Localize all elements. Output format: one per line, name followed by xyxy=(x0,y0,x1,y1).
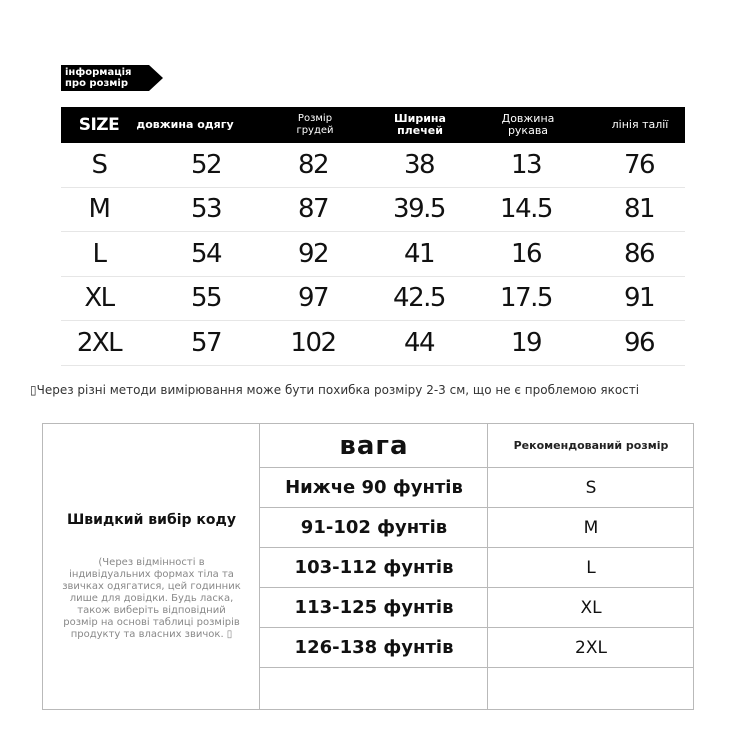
measurement-note: ▯Через різні методи вимірювання може бути похибка розміру 2-3 см, що не є проблемою якості xyxy=(30,383,640,397)
recommended-size-header: Рекомендований розмір xyxy=(513,439,669,452)
header-shoulder xyxy=(376,107,464,143)
header-shoulder-line-2: плечей xyxy=(397,124,443,137)
cell-chest: 87 xyxy=(297,194,329,225)
weight-cell: 103-112 фунтів xyxy=(294,557,454,578)
cell-size: M xyxy=(88,194,110,225)
cell-length: 52 xyxy=(190,149,222,180)
cell-chest: 97 xyxy=(297,283,329,314)
header-chest-line-2: грудей xyxy=(296,125,334,136)
tag-line-1: інформація xyxy=(65,67,132,78)
header-chest xyxy=(271,107,359,143)
table-row xyxy=(61,277,685,322)
weight-cell: Нижче 90 фунтів xyxy=(285,477,463,498)
cell-sleeve: 17.5 xyxy=(500,283,552,314)
header-waist xyxy=(595,107,685,143)
cell-chest: 92 xyxy=(297,238,329,269)
cell-waist: 96 xyxy=(623,327,655,358)
table-row xyxy=(61,321,685,366)
table-row xyxy=(61,143,685,188)
header-length xyxy=(133,107,237,143)
header-sleeve-line-1: Довжина xyxy=(501,112,555,125)
cell-size: XL xyxy=(84,283,114,314)
weight-cell: 126-138 фунтів xyxy=(294,637,454,658)
size-cell: M xyxy=(583,517,599,538)
tag-text xyxy=(65,67,131,89)
size-cell: XL xyxy=(580,597,602,618)
cell-sleeve: 13 xyxy=(510,149,542,180)
header-sleeve xyxy=(483,107,573,143)
size-info-tag xyxy=(61,65,163,91)
cell-waist: 91 xyxy=(623,283,655,314)
cell-shoulder: 41 xyxy=(403,238,435,269)
quick-select-title: Швидкий вибір коду xyxy=(67,512,236,528)
cell-size: S xyxy=(91,149,107,180)
cell-chest: 102 xyxy=(290,327,336,358)
cell-sleeve: 19 xyxy=(510,327,542,358)
table-row xyxy=(61,188,685,233)
cell-waist: 76 xyxy=(623,149,655,180)
size-cell: 2XL xyxy=(575,637,607,658)
header-length-label: довжина одягу xyxy=(136,118,234,131)
cell-length: 55 xyxy=(190,283,222,314)
header-size xyxy=(69,107,129,143)
header-sleeve-line-2: рукава xyxy=(507,124,549,137)
quick-select-note: (Через відмінності в індивідуальних формах тіла та звичках одягатися, цей годинник лише для довідки. Будь ласка, також виберіть відповідний розмір на основі таблиці розмірів продукту та власних звичок. ▯ xyxy=(62,557,241,640)
cell-size: 2XL xyxy=(76,327,122,358)
cell-shoulder: 44 xyxy=(403,327,435,358)
cell-shoulder: 38 xyxy=(403,149,435,180)
size-table-header xyxy=(61,107,685,143)
cell-sleeve: 14.5 xyxy=(500,194,552,225)
cell-length: 54 xyxy=(190,238,222,269)
cell-shoulder: 42.5 xyxy=(393,283,445,314)
cell-chest: 82 xyxy=(297,149,329,180)
size-cell: L xyxy=(586,557,596,578)
cell-waist: 86 xyxy=(623,238,655,269)
header-shoulder-line-1: Ширина xyxy=(394,112,446,125)
tag-line-2: про розмір xyxy=(65,78,129,89)
quick-size-table xyxy=(42,423,694,710)
table-row xyxy=(61,232,685,277)
cell-length: 57 xyxy=(190,327,222,358)
cell-waist: 81 xyxy=(623,194,655,225)
header-chest-line-1: Розмір xyxy=(297,113,333,124)
size-table-body xyxy=(61,143,685,366)
weight-cell: 113-125 фунтів xyxy=(294,597,454,618)
cell-shoulder: 39.5 xyxy=(393,194,445,225)
size-cell: S xyxy=(585,477,597,498)
cell-sleeve: 16 xyxy=(510,238,542,269)
cell-size: L xyxy=(92,238,106,269)
header-waist-label: лінія талії xyxy=(611,118,669,131)
divider xyxy=(260,667,693,668)
cell-length: 53 xyxy=(190,194,222,225)
weight-header: вага xyxy=(339,430,409,461)
header-size-label: SIZE xyxy=(78,115,120,135)
weight-cell: 91-102 фунтів xyxy=(300,517,448,538)
